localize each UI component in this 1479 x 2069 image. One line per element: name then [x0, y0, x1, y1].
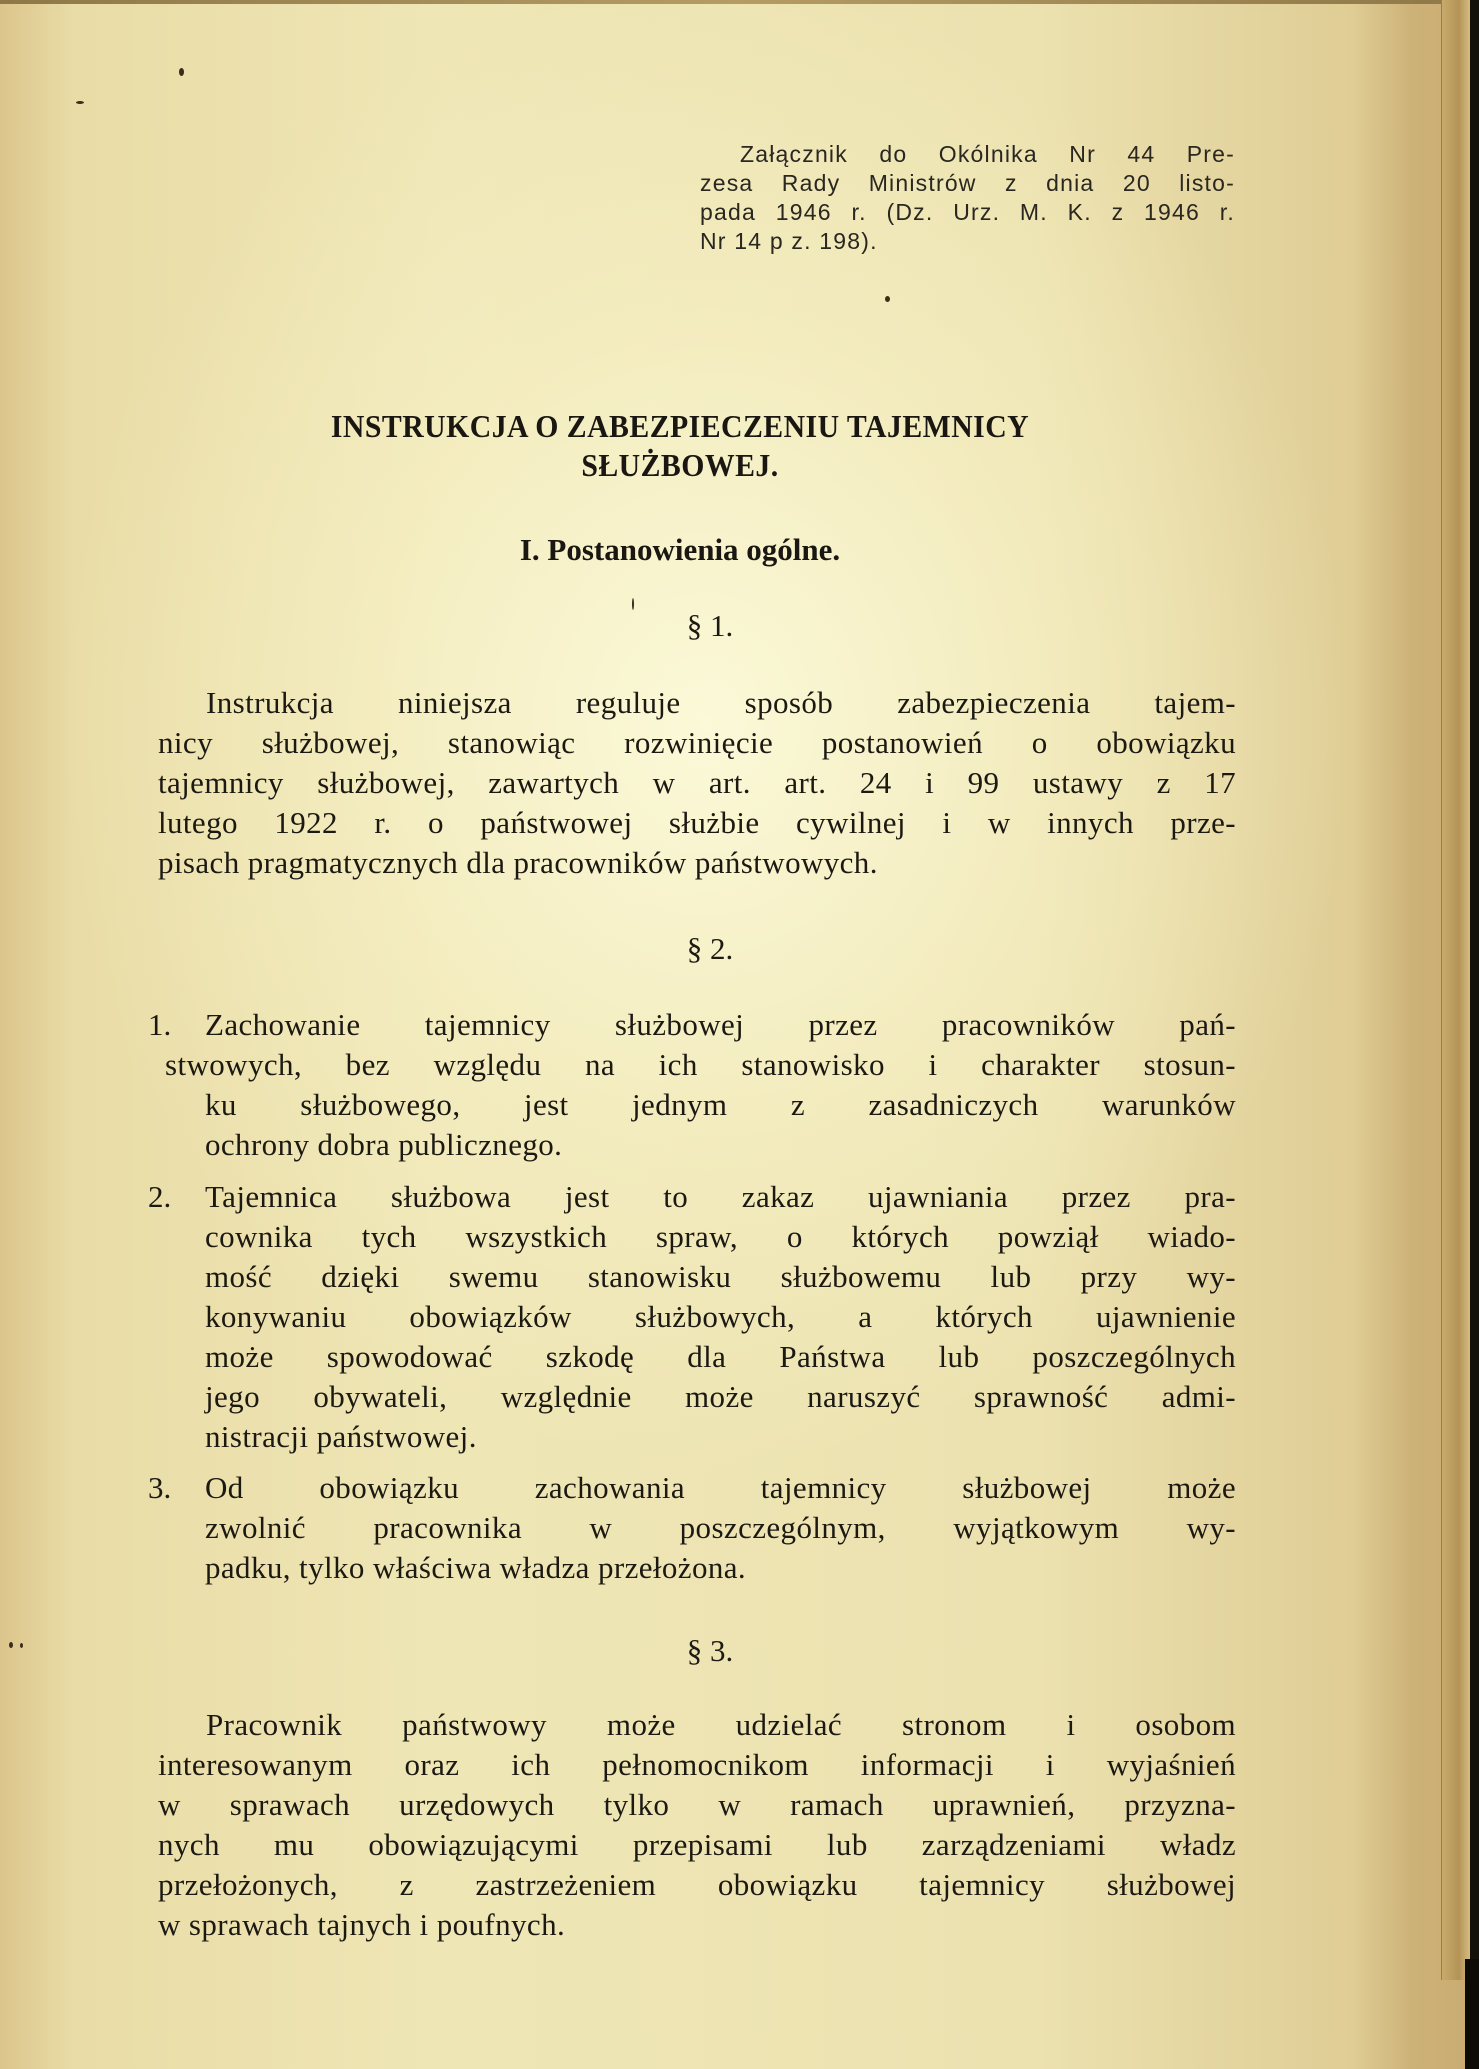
section-1-paragraph	[158, 683, 1236, 883]
section-sign-2: § 2.	[686, 931, 734, 966]
paragraph-line: przełożonych, z zastrzeżeniem obowiązku tajemnicy służbowej	[158, 1867, 1236, 1902]
paper-speck	[20, 1643, 23, 1648]
header-note-line: Załącznik do Okólnika Nr 44 Pre-	[740, 141, 1235, 167]
paper-speck	[179, 68, 184, 76]
header-note-line: Nr 14 p z. 198).	[700, 228, 878, 254]
paragraph-line: lutego 1922 r. o państwowej służbie cywilnej i w innych prze-	[158, 805, 1236, 840]
list-item-line: jego obywateli, względnie może naruszyć sprawność admi-	[205, 1379, 1236, 1414]
list-item-number: 1.	[148, 1007, 172, 1042]
paragraph-line: nicy służbowej, stanowiąc rozwinięcie postanowień o obowiązku	[158, 725, 1236, 760]
paper-speck	[9, 1642, 13, 1648]
paper-speck	[885, 296, 890, 302]
list-item-line: cownika tych wszystkich spraw, o których powziął wiado-	[205, 1219, 1236, 1254]
section-sign-3: § 3.	[686, 1633, 734, 1668]
paragraph-line: pisach pragmatycznych dla pracowników państwowych.	[158, 845, 878, 880]
scan-background-corner	[1465, 1959, 1479, 2069]
list-item-line: konywaniu obowiązków służbowych, a których ujawnienie	[205, 1299, 1236, 1334]
chapter-heading: I. Postanowienia ogólne.	[519, 532, 841, 567]
list-item-text	[205, 1177, 1236, 1457]
list-item-line: mość dzięki swemu stanowisku służbowemu lub przy wy-	[205, 1259, 1236, 1294]
list-item-line: może spowodować szkodę dla Państwa lub poszczególnych	[205, 1339, 1236, 1374]
header-note	[700, 140, 1235, 256]
list-item-number: 3.	[148, 1470, 172, 1505]
document-title-line: INSTRUKCJA O ZABEZPIECZENIU TAJEMNICY	[330, 408, 1030, 444]
list-item-text	[205, 1468, 1236, 1588]
list-item-line: Tajemnica służbowa jest to zakaz ujawniania przez pra-	[205, 1179, 1236, 1214]
list-item-line: padku, tylko właściwa władza przełożona.	[205, 1550, 747, 1585]
scan-background-edge	[1470, 0, 1479, 2069]
header-note-line: pada 1946 r. (Dz. Urz. M. K. z 1946 r.	[700, 199, 1235, 225]
paragraph-line: w sprawach urzędowych tylko w ramach uprawnień, przyzna-	[158, 1787, 1236, 1822]
list-item-line: nistracji państwowej.	[205, 1419, 477, 1454]
section-sign-1: § 1.	[686, 608, 734, 643]
list-item-line: ku służbowego, jest jednym z zasadniczych warunków	[205, 1087, 1236, 1122]
document-title-line: SŁUŻBOWEJ.	[581, 447, 779, 483]
paper-speck	[76, 101, 84, 104]
page-right-edge	[1441, 0, 1470, 1980]
list-item-text	[165, 1005, 1236, 1165]
paragraph-line: Instrukcja niniejsza reguluje sposób zabezpieczenia tajem-	[206, 685, 1236, 720]
paragraph-line: Pracownik państwowy może udzielać stronom i osobom	[206, 1707, 1236, 1742]
paragraph-line: w sprawach tajnych i poufnych.	[158, 1907, 566, 1942]
list-item-line: zwolnić pracownika w poszczególnym, wyjątkowym wy-	[205, 1510, 1236, 1545]
paragraph-line: interesowanym oraz ich pełnomocnikom informacji i wyjaśnień	[158, 1747, 1236, 1782]
section-3-paragraph	[158, 1705, 1236, 1945]
header-note-line: zesa Rady Ministrów z dnia 20 listo-	[700, 170, 1235, 196]
list-item-line: ochrony dobra publicznego.	[205, 1127, 563, 1162]
paragraph-line: tajemnicy służbowej, zawartych w art. art. 24 i 99 ustawy z 17	[158, 765, 1236, 800]
list-item-line: Od obowiązku zachowania tajemnicy służbowej może	[205, 1470, 1236, 1505]
paragraph-line: nych mu obowiązującymi przepisami lub zarządzeniami władz	[158, 1827, 1236, 1862]
list-item-number: 2.	[148, 1179, 172, 1214]
list-item-line: stwowych, bez względu na ich stanowisko i charakter stosun-	[165, 1047, 1236, 1082]
list-item-line: Zachowanie tajemnicy służbowej przez pracowników pań-	[205, 1007, 1236, 1042]
page-top-edge	[0, 0, 1470, 4]
